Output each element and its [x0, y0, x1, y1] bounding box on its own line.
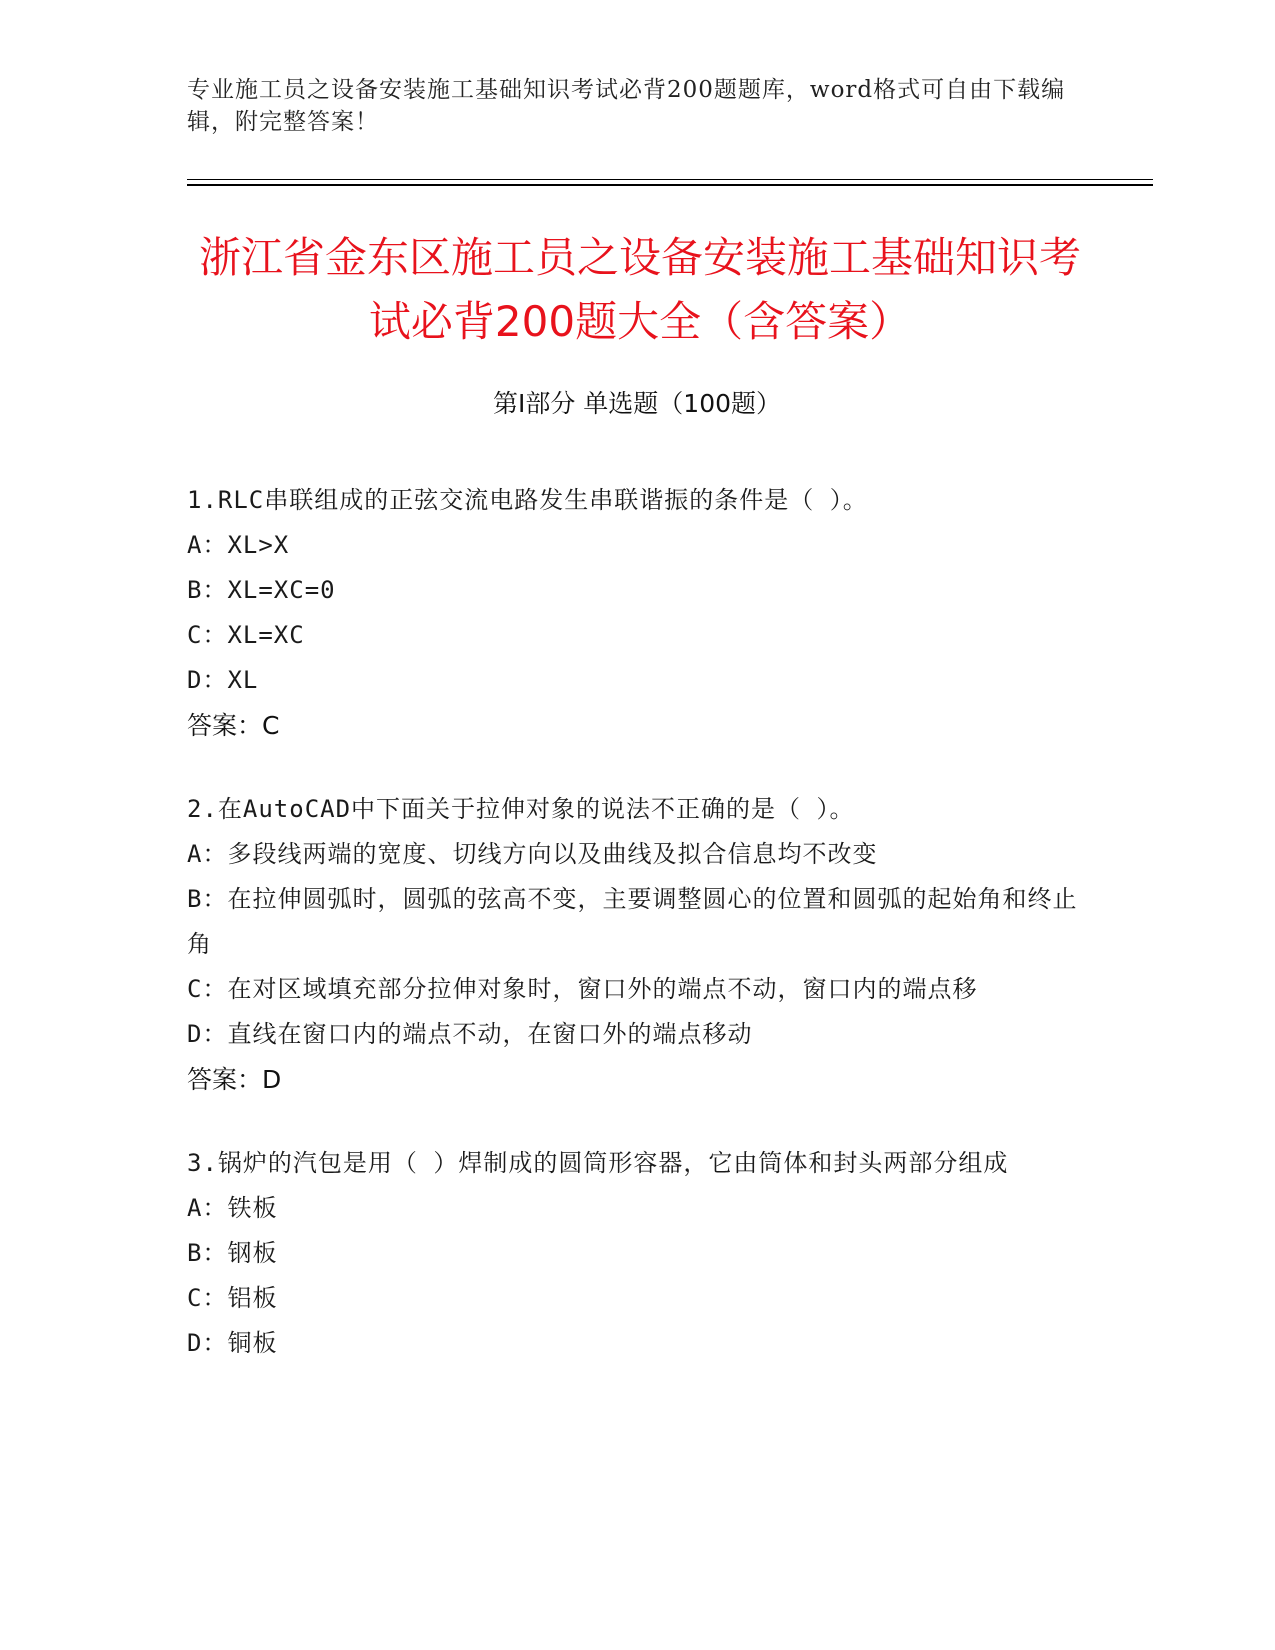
header-divider-thin: [187, 179, 1153, 180]
option-b: B：在拉伸圆弧时，圆弧的弦高不变，主要调整圆心的位置和圆弧的起始角和终止角: [187, 885, 1078, 958]
header-note: 专业施工员之设备安装施工基础知识考试必背200题题库，word格式可自由下载编辑，附完整答案！: [187, 77, 1066, 135]
option-d: D：XL: [187, 666, 259, 694]
option-d: D：直线在窗口内的端点不动，在窗口外的端点移动: [187, 1020, 753, 1048]
section-title: 第I部分 单选题（100题）: [492, 389, 782, 418]
option-d: D：铜板: [187, 1329, 278, 1357]
option-c: C：在对区域填充部分拉伸对象时，窗口外的端点不动，窗口内的端点移: [187, 975, 978, 1003]
question-2: [187, 787, 1087, 1102]
answer-line: 答案：D: [187, 1065, 282, 1094]
header-divider-thick: [187, 184, 1153, 186]
document-title: 浙江省金东区施工员之设备安装施工基础知识考试必背200题大全（含答案）: [198, 233, 1081, 346]
question-stem: 1.RLC串联组成的正弦交流电路发生串联谐振的条件是（ ）。: [187, 486, 868, 514]
answer-line: 答案：C: [187, 711, 280, 740]
option-c: C：铝板: [187, 1284, 278, 1312]
question-stem: 2.在AutoCAD中下面关于拉伸对象的说法不正确的是（ ）。: [187, 795, 855, 823]
option-b: B：钢板: [187, 1239, 278, 1267]
option-a: A：XL>X: [187, 531, 290, 559]
question-list: [187, 478, 1087, 1405]
question-stem: 3.锅炉的汽包是用（ ）焊制成的圆筒形容器，它由筒体和封头两部分组成: [187, 1149, 1009, 1177]
question-1: [187, 478, 1087, 748]
option-b: B：XL=XC=0: [187, 576, 336, 604]
question-3: [187, 1141, 1087, 1366]
option-a: A：多段线两端的宽度、切线方向以及曲线及拟合信息均不改变: [187, 840, 878, 868]
option-c: C：XL=XC: [187, 621, 305, 649]
option-a: A：铁板: [187, 1194, 278, 1222]
